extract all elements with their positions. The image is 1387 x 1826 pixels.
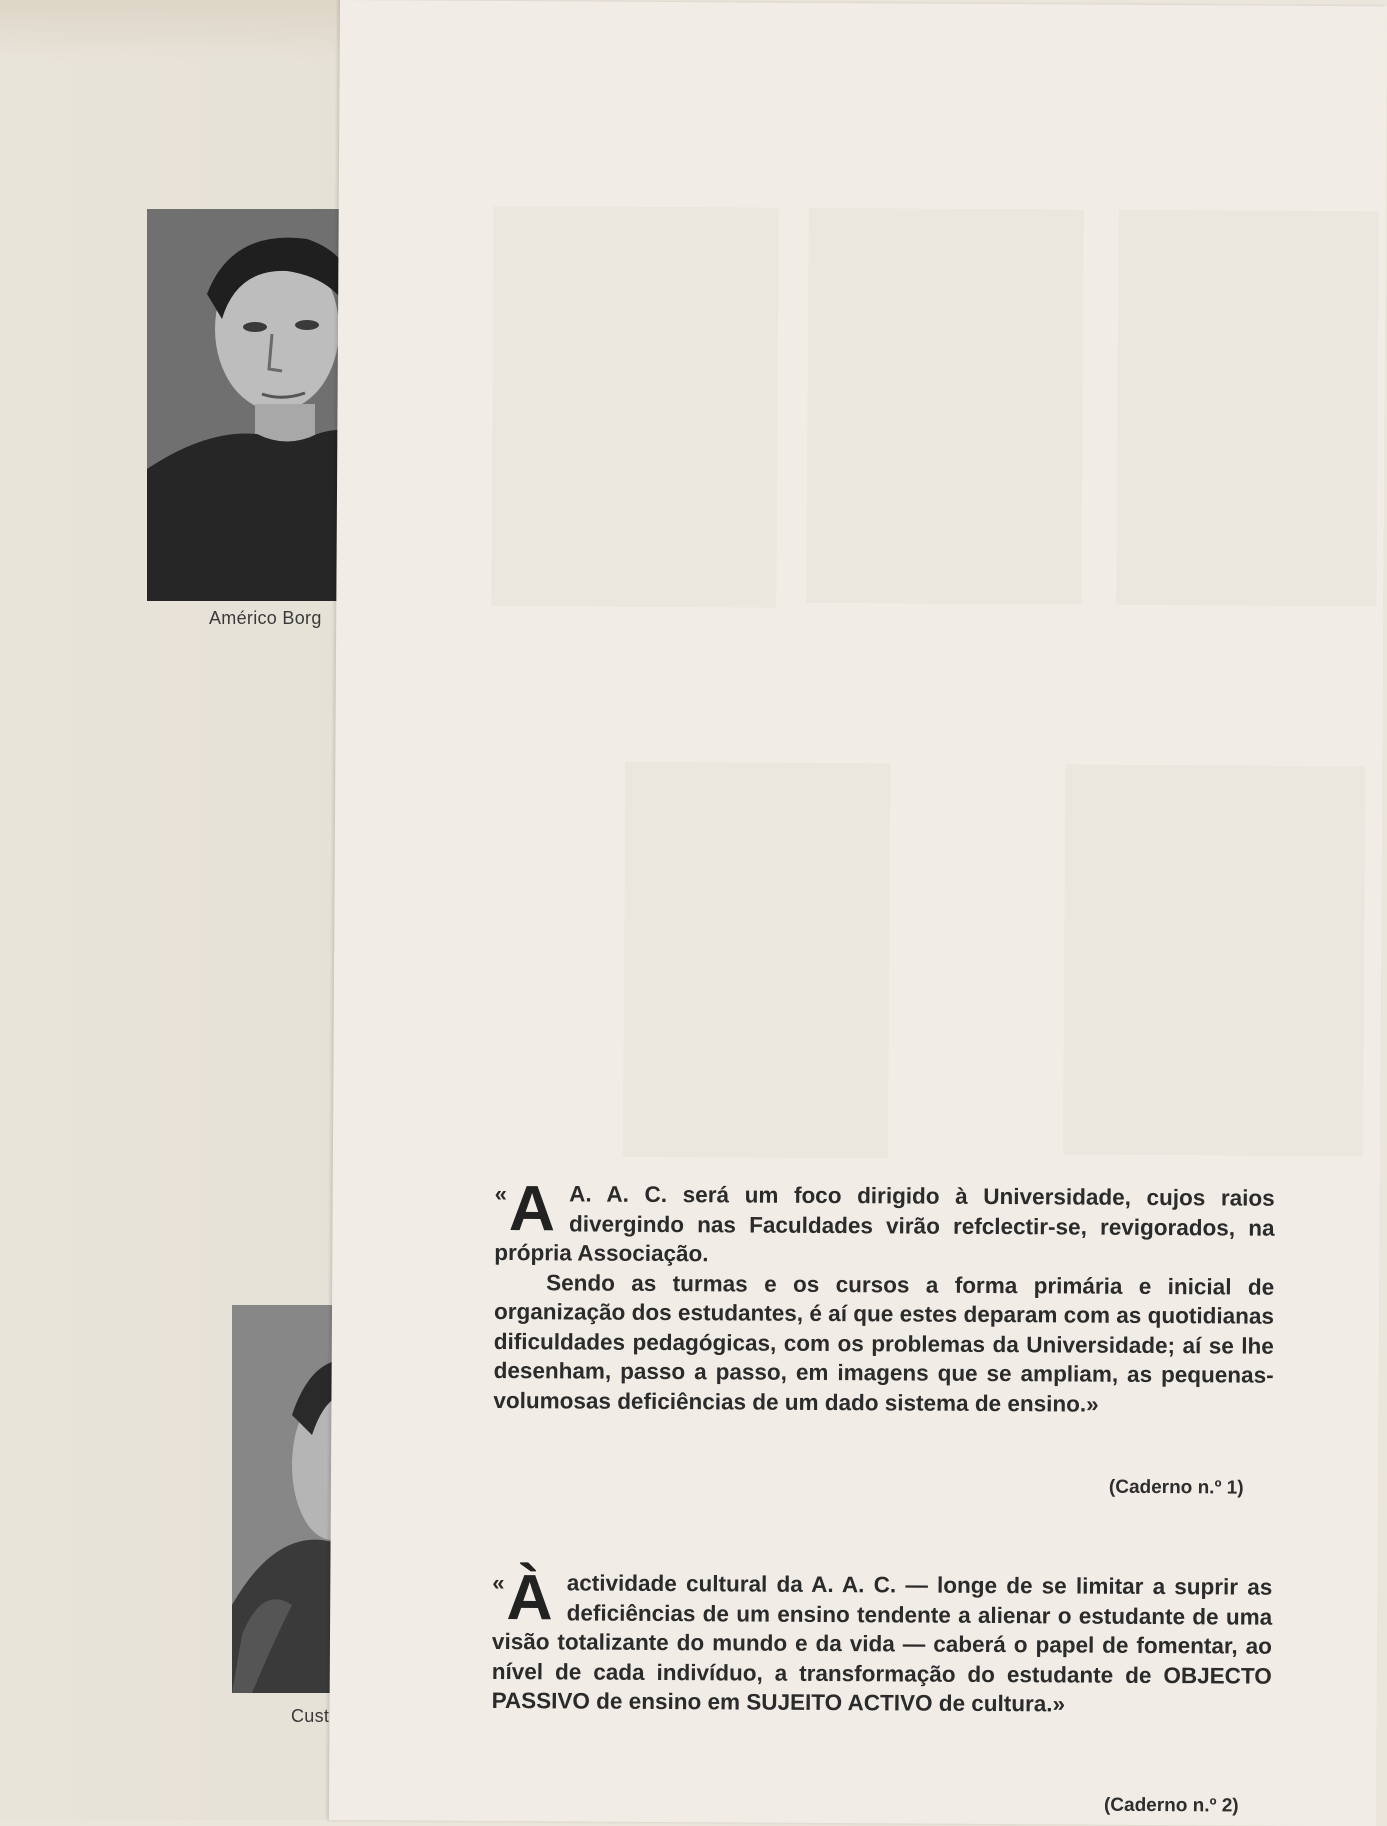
- quote-open-mark: «: [492, 1569, 505, 1596]
- quote-paragraph: Sendo as turmas e os cursos a forma primária e inicial de organização dos estudantes, é aí que estes deparam com as quotidianas dificuldades pedagógicas, com os problemas da Universidade; aí se lhe desenham, passo a passo, em imagens que se ampliam, as pequenas-volumosas deficiências de um dado sistema de ensino.»: [493, 1269, 1275, 1417]
- ghost-photo-outline: [1063, 764, 1365, 1156]
- quote-block-2: [491, 1561, 1273, 1720]
- drop-cap: A: [508, 1172, 556, 1245]
- photo-caption: Cust: [291, 1706, 330, 1726]
- page-stain: [0, 0, 360, 60]
- drop-cap: À: [506, 1561, 553, 1634]
- quote-block-1: [493, 1172, 1275, 1420]
- quote-paragraph: actividade cultural da A. A. C. — longe de se limitar a suprir as deficiências de um ensino tendente a alienar o estudante de uma visão totalizante do mundo e da vida — caberá o papel de fomentar, ao nível de cada indivíduo, a transformação do estudante de OBJECTO PASSIVO de ensino em SUJEITO ACTIVO de cultura.»: [491, 1570, 1273, 1717]
- ghost-photo-outline: [1116, 210, 1378, 607]
- front-page: [329, 0, 1387, 1826]
- photo-caption: Américo Borg: [209, 608, 322, 628]
- portrait-photo-1: [147, 209, 357, 601]
- quote-open-mark: «: [494, 1180, 508, 1207]
- quote-source: (Caderno n.º 1): [1108, 1476, 1244, 1499]
- ghost-photo-outline: [491, 206, 778, 608]
- quote-source: (Caderno n.º 2): [1103, 1794, 1239, 1817]
- ghost-photo-outline: [806, 208, 1083, 605]
- ghost-photo-outline: [623, 762, 890, 1159]
- quote-paragraph: A. A. C. será um foco dirigido à Universidade, cujos raios divergindo nas Faculdades virão refclectir-se, revigorados, na própria Associação.: [494, 1181, 1275, 1267]
